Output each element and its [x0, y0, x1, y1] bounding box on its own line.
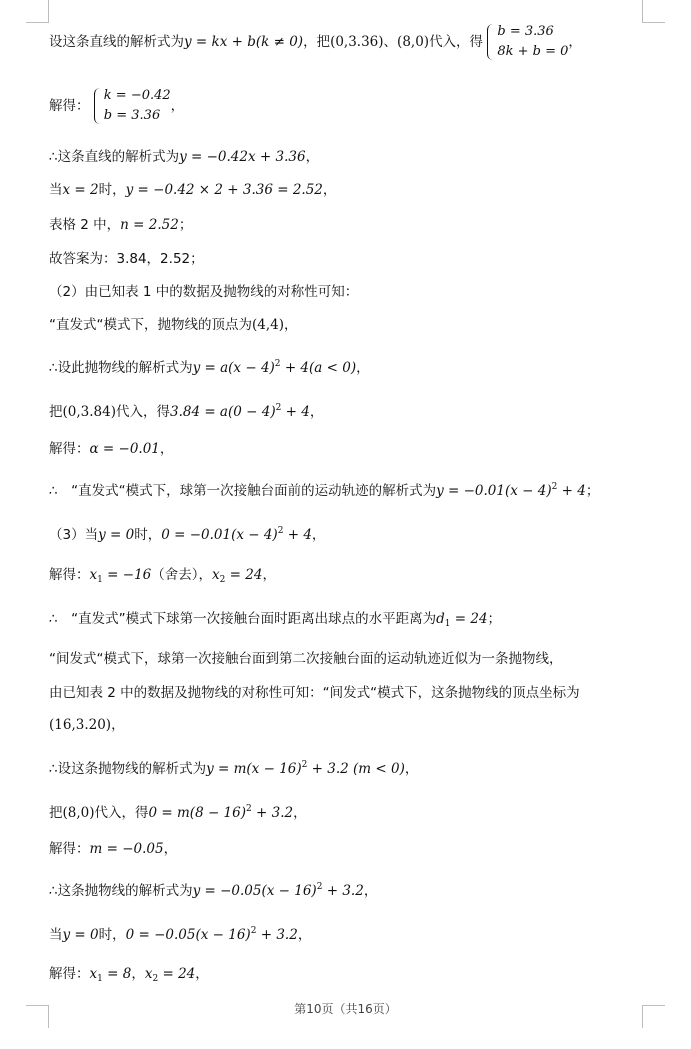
- text: ，: [305, 149, 320, 165]
- formula: y = kx + b(k ≠ 0): [184, 34, 304, 50]
- line-8: [49, 316, 649, 334]
- line-11: [49, 440, 649, 458]
- text: 代入，得: [115, 404, 170, 420]
- formula: x: [144, 966, 153, 982]
- formula: y = −0.05(x − 16): [192, 883, 317, 899]
- text: （舍去），: [151, 567, 212, 583]
- formula: 0 = m(8 − 16): [148, 805, 246, 821]
- exponent: 2: [246, 804, 252, 814]
- text: “直发式“模式下，抛物线的顶点为: [49, 317, 252, 333]
- line-17: 由已知表 2 中的数据及抛物线的对称性可知：“间发式“模式下，这条抛物线的顶点坐标为: [49, 685, 580, 701]
- text: ，: [262, 567, 276, 583]
- text: 解得：: [49, 841, 90, 857]
- formula: (16,3.20): [49, 717, 112, 733]
- line-13: [49, 522, 649, 544]
- text: ，: [293, 805, 307, 821]
- text: ，: [356, 360, 370, 376]
- subscript: 1: [97, 575, 103, 585]
- text: ；: [178, 217, 193, 233]
- formula: + 4: [557, 483, 586, 499]
- formula: x: [89, 567, 98, 583]
- equation-system: [487, 22, 568, 62]
- text: ，把: [303, 34, 331, 50]
- exponent: 2: [551, 482, 558, 492]
- formula: y = 0: [62, 927, 99, 943]
- text: ，: [322, 182, 337, 198]
- line-22: [49, 878, 649, 900]
- formula: (0,3.36): [330, 34, 384, 50]
- formula: y = m(x − 16): [206, 761, 302, 777]
- line-1: [49, 22, 649, 62]
- exponent: 2: [250, 926, 257, 936]
- line-6: 故答案为：3.84，2.52；: [49, 251, 204, 267]
- text: 时，: [134, 527, 162, 543]
- text: 代入，得: [94, 805, 149, 821]
- formula: + 3.2: [256, 927, 298, 943]
- text: 解得：: [49, 567, 90, 583]
- formula: = 24: [158, 966, 196, 982]
- exponent: 2: [274, 359, 281, 369]
- text: 、: [383, 34, 398, 50]
- subscript: 2: [219, 575, 226, 585]
- line-9: [49, 355, 649, 377]
- text: ，: [195, 966, 209, 982]
- text: 解得：: [49, 441, 90, 457]
- line-5: [49, 216, 649, 234]
- line-21: [49, 840, 649, 858]
- text: 解得：: [49, 98, 90, 114]
- text: ，: [297, 927, 312, 943]
- formula: = 24: [450, 611, 488, 627]
- subscript: 1: [444, 619, 451, 629]
- formula: m = −0.05: [89, 841, 164, 857]
- line-16: “间发式“模式下，球第一次接触台面到第二次接触台面的运动轨迹近似为一条抛物线，: [49, 651, 563, 667]
- formula: 0 = −0.05(x − 16): [125, 927, 251, 943]
- line-18: [49, 716, 649, 734]
- system-row: b = 3.36: [497, 24, 554, 39]
- line-24: [49, 965, 649, 988]
- formula: (4,4): [252, 317, 285, 333]
- line-4: [49, 181, 649, 199]
- text: ∴ “直发式”模式下球第一次接触台面时距离出球点的水平距离为: [49, 611, 437, 627]
- text: 时，: [98, 182, 126, 198]
- exponent: 2: [277, 526, 284, 536]
- formula: + 3.2 (m < 0): [307, 761, 405, 777]
- formula: (8,0): [62, 805, 95, 821]
- text: ，: [404, 761, 419, 777]
- text: ∴这条直线的解析式为: [49, 149, 180, 165]
- text: ，: [170, 98, 185, 114]
- line-15: [49, 610, 649, 633]
- formula: = −16: [102, 567, 152, 583]
- formula: + 4(a < 0): [280, 360, 357, 376]
- line-2: [49, 86, 649, 126]
- line-12: [49, 478, 649, 500]
- text: ；: [585, 483, 600, 499]
- text: ，: [159, 441, 174, 457]
- brace-icon: [94, 88, 101, 124]
- formula: + 3.2: [251, 805, 294, 821]
- system-row: b = 3.36: [103, 108, 161, 123]
- text: 当: [49, 182, 63, 198]
- formula: + 3.2: [322, 883, 364, 899]
- text: 解得：: [49, 966, 90, 982]
- formula: d: [436, 611, 445, 627]
- text: ，: [163, 841, 178, 857]
- formula: = 8: [102, 966, 132, 982]
- subscript: 1: [97, 974, 103, 984]
- text: 表格 2 中，: [49, 217, 121, 233]
- formula: x = 2: [62, 182, 99, 198]
- text: ，: [284, 317, 298, 333]
- line-19: [49, 756, 649, 778]
- line-23: [49, 922, 649, 944]
- text: （3）当: [49, 527, 99, 543]
- exponent: 2: [275, 403, 282, 413]
- exponent: 2: [316, 882, 323, 892]
- formula: 0 = −0.01(x − 4): [161, 527, 278, 543]
- text: ∴这条抛物线的解析式为: [49, 883, 193, 899]
- text: ，: [131, 966, 145, 982]
- formula: = 24: [225, 567, 263, 583]
- formula: y = −0.01(x − 4): [436, 483, 552, 499]
- formula: y = −0.42 × 2 + 3.36 = 2.52: [125, 182, 323, 198]
- line-14: [49, 566, 649, 589]
- formula: y = 0: [98, 527, 135, 543]
- text: 代入，得: [429, 34, 484, 50]
- text: 当: [49, 927, 63, 943]
- corner-mark-top-right: [642, 0, 665, 23]
- formula: x: [212, 567, 220, 583]
- brace-icon: [487, 24, 494, 60]
- text: 时，: [98, 927, 126, 943]
- formula: + 4: [281, 404, 310, 420]
- line-10: [49, 399, 649, 421]
- formula: x: [89, 966, 98, 982]
- text: 设这条直线的解析式为: [49, 34, 184, 50]
- text: ，: [311, 527, 326, 543]
- system-row: 8k + b = 0: [497, 44, 569, 59]
- text: ，: [111, 717, 125, 733]
- formula: 3.84 = a(0 − 4): [169, 404, 276, 420]
- formula: (0,3.84): [62, 404, 116, 420]
- text: 把: [49, 404, 63, 420]
- formula: α = −0.01: [89, 441, 160, 457]
- subscript: 2: [152, 974, 159, 984]
- system-row: k = −0.42: [103, 88, 171, 103]
- text: ，: [568, 34, 582, 50]
- formula: + 4: [283, 527, 312, 543]
- text: ∴设此抛物线的解析式为: [49, 360, 193, 376]
- exponent: 2: [301, 760, 308, 770]
- text: ∴设这条抛物线的解析式为: [49, 761, 207, 777]
- page-number-footer: 第10页（共16页）: [294, 1002, 397, 1016]
- formula: (8,0): [397, 34, 430, 50]
- line-20: [49, 800, 649, 822]
- line-7: （2）由已知表 1 中的数据及抛物线的对称性可知：: [49, 284, 359, 300]
- formula: n = 2.52: [120, 217, 179, 233]
- text: ，: [309, 404, 324, 420]
- text: ，: [363, 883, 378, 899]
- formula: y = a(x − 4): [192, 360, 275, 376]
- corner-mark-top-left: [26, 0, 49, 23]
- text: ∴ “直发式“模式下，球第一次接触台面前的运动轨迹的解析式为: [49, 483, 437, 499]
- formula: y = −0.42x + 3.36: [179, 149, 306, 165]
- equation-system: [94, 86, 171, 126]
- text: 把: [49, 805, 63, 821]
- text: ；: [487, 611, 502, 627]
- line-3: [49, 148, 649, 166]
